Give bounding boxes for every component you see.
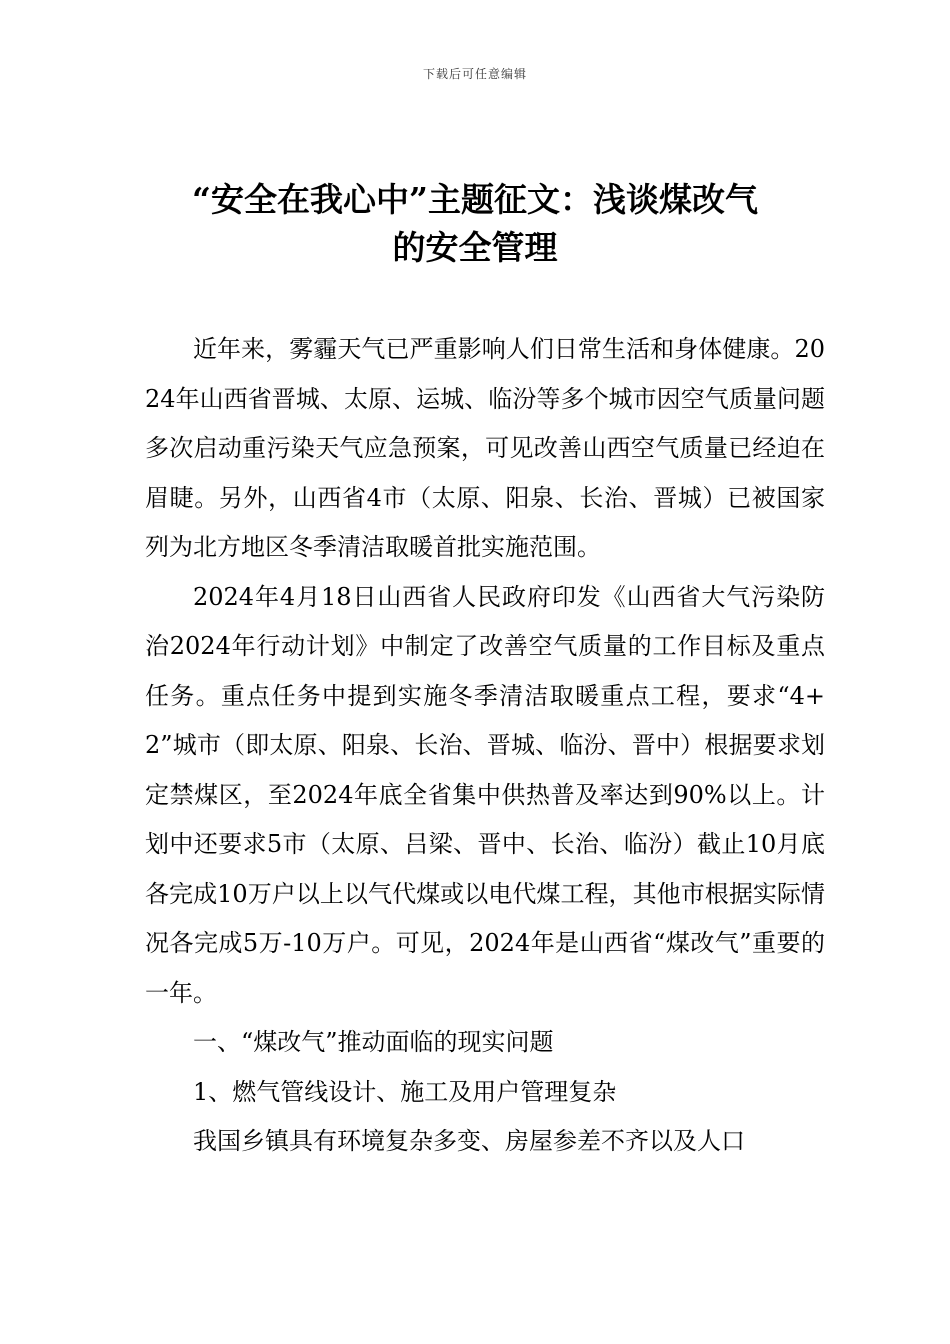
page-header-note: 下载后可任意编辑 [422, 67, 527, 81]
document-title [120, 176, 830, 272]
section-heading-1: 一、“煤改气”推动面临的现实问题 [193, 1028, 554, 1056]
document-body [145, 325, 825, 1167]
paragraph-plan: 2024年4月18日山西省人民政府印发《山西省大气污染防治2024年行动计划》中制定了改善空气质量的工作目标及重点任务。重点任务中提到实施冬季清洁取暖重点工程，要求“4+2”城市（即太原、阳泉、长治、晋城、临汾、晋中）根据要求划定禁煤区，至2024年底全省集中供热普及率达到90%以上。计划中还要求5市（太原、吕梁、晋中、长治、临汾）截止10月底各完成10万户以上以气代煤或以电代煤工程，其他市根据实际情况各完成5万-10万户。可见，2024年是山西省“煤改气”重要的一年。 [145, 582, 825, 1007]
subsection-heading-1: 1、燃气管线设计、施工及用户管理复杂 [193, 1077, 617, 1106]
paragraph-intro: 近年来，雾霾天气已严重影响人们日常生活和身体健康。2024年山西省晋城、太原、运城、临汾等多个城市因空气质量问题多次启动重污染天气应急预案，可见改善山西空气质量已经迫在眉睫。另外，山西省4市（太原、阳泉、长治、晋城）已被国家列为北方地区冬季清洁取暖首批实施范围。 [145, 335, 825, 561]
paragraph-partial: 我国乡镇具有环境复杂多变、房屋参差不齐以及人口 [193, 1127, 745, 1155]
title-line-1: “安全在我心中”主题征文：浅谈煤改气 [192, 180, 758, 219]
title-line-2: 的安全管理 [392, 228, 558, 267]
